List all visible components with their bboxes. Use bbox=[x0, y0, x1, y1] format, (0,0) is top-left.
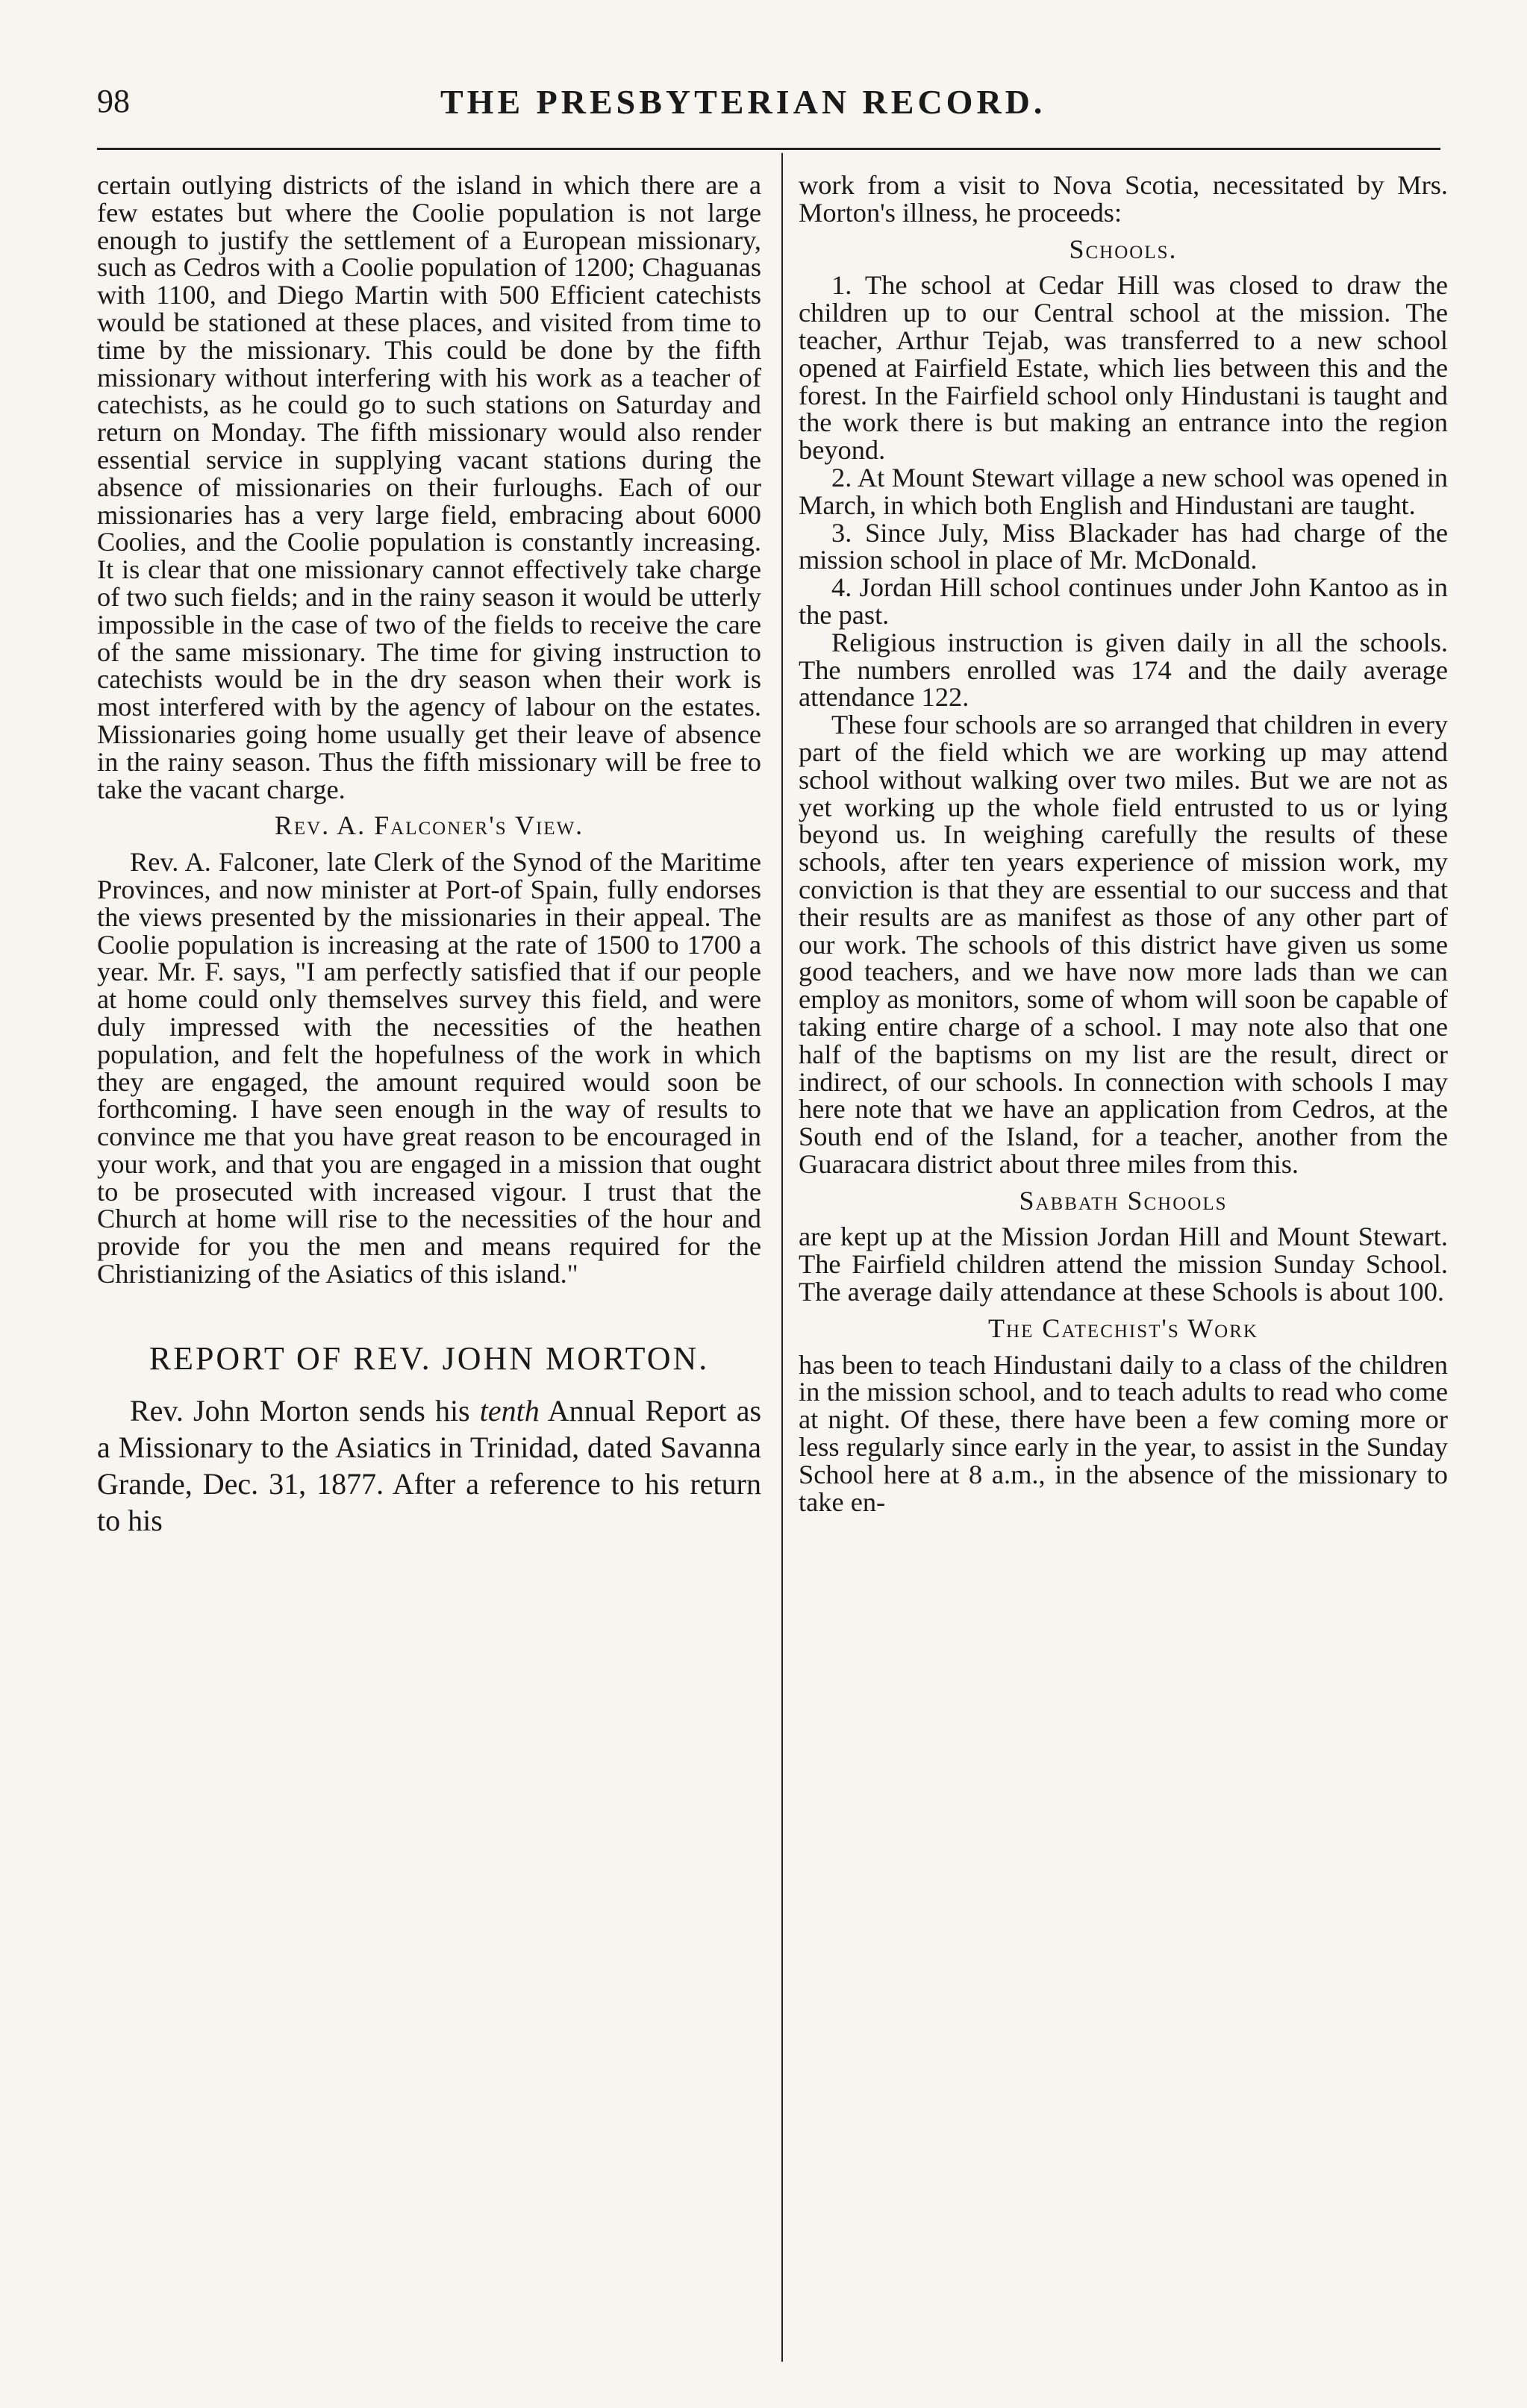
paragraph-report-intro bbox=[97, 1392, 761, 1539]
report-intro-text-b: Annual Report as a Missionary to the Asiatics in Trinidad, dated Savanna Grande, Dec. 31, 1877. After a reference to his return to his bbox=[97, 1393, 762, 1537]
right-column bbox=[799, 172, 1448, 1516]
paragraph-school-2: 2. At Mount Stewart village a new school was opened in March, in which both English and Hindustani are taught. bbox=[799, 462, 1448, 520]
heading-falconer-view: Rev. A. Falconer's View. bbox=[274, 810, 584, 841]
paragraph-religious-instruction: Religious instruction is given daily in all the schools. The numbers enrolled was 174 and the daily average attendance 122. bbox=[799, 627, 1448, 713]
heading-catechist-work: The Catechist's Work bbox=[988, 1313, 1258, 1343]
heading-schools: Schools. bbox=[1069, 234, 1178, 264]
report-intro-emphasis: tenth bbox=[479, 1393, 540, 1427]
page-header bbox=[97, 82, 1440, 134]
paragraph-sabbath-schools: are kept up at the Mission Jordan Hill and Mount Stewart. The Fairfield children attend the mission Sunday School. The average daily attendance at these Schools is about 100. bbox=[799, 1222, 1448, 1307]
left-column bbox=[97, 172, 761, 1539]
paragraph-school-4: 4. Jordan Hill school continues under John Kantoo as in the past. bbox=[799, 572, 1448, 630]
paragraph-school-1: 1. The school at Cedar Hill was closed to draw the children up to our Central school at the mission. The teacher, Arthur Tejab, was transferred to a new school opened at Fairfield Estate, which lies between this and the forest. In the Fairfield school only Hindustani is taught and the work there is but making an entrance into the region beyond. bbox=[799, 270, 1448, 466]
running-title: THE PRESBYTERIAN RECORD. bbox=[440, 83, 1046, 121]
heading-report-morton: REPORT OF REV. JOHN MORTON. bbox=[149, 1339, 710, 1377]
report-intro-text-a: Rev. John Morton sends his bbox=[130, 1393, 480, 1427]
paragraph-school-3: 3. Since July, Miss Blackader has had charge of the mission school in place of Mr. McDonald. bbox=[799, 517, 1448, 575]
paragraph-falconer: Rev. A. Falconer, late Clerk of the Synod of the Maritime Provinces, and now minister at Port-of Spain, fully endorses the views presented by the missionaries in their appeal. The Coolie population is increasing at the rate of 1500 to 1700 a year. Mr. F. says, "I am perfectly satisfied that if our people at home could only themselves survey this field, and were duly impressed with the necessities of the heathen population, and felt the hopefulness of the work in which they are engaged, the amount required would soon be forthcoming. I have seen enough in the way of results to convince me that you have great reason to be encouraged in your work, and that you are engaged in a mission that ought to be prosecuted with increased vigour. I trust that the Church at home will rise to the necessities of the hour and provide for you the men and means required for the Christianizing of the Asiatics of this island." bbox=[97, 847, 761, 1289]
header-rule bbox=[97, 148, 1440, 150]
paragraph-catechist-work: has been to teach Hindustani daily to a class of the children in the mission school, and to teach adults to read who come at night. Of these, there have been a few coming more or less regularly since early in the year, to assist in the Sunday School here at 8 a.m., in the absence of the missionary to take en- bbox=[799, 1349, 1448, 1517]
heading-sabbath-schools: Sabbath Schools bbox=[1019, 1185, 1228, 1216]
paragraph-four-schools: These four schools are so arranged that children in every part of the field which we are working up may attend school without walking over two miles. But we are not as yet working up the whole field entrusted to us or lying beyond us. In weighing carefully the results of these schools, after ten years experience of mission work, my conviction is that they are essential to our success and that their results are as manifest as those of any other part of our work. The schools of this district have given us some good teachers, and we have now more lads than we can employ as monitors, some of whom will soon be capable of taking entire charge of a school. I may note also that one half of the baptisms on my list are the result, direct or indirect, of our schools. In connection with schools I may here note that we have an application from Cedros, at the South end of the Island, for a teacher, another from the Guaracara district about three miles from this. bbox=[799, 710, 1448, 1179]
column-divider bbox=[781, 153, 783, 2362]
paragraph-outlying-districts: certain outlying districts of the island in which there are a few estates but where the Coolie population is not large enough to justify the settlement of a European missionary, such as Cedros with a Coolie population of 1200; Chaguanas with 1100, and Diego Martin with 500 Efficient catechists would be stationed at these places, and visited from time to time by the missionary. This could be done by the fifth missionary without interfering with his work as a teacher of catechists, as he could go to such stations on Saturday and return on Monday. The fifth missionary would also render essential service in supplying vacant stations during the absence of missionaries on their furloughs. Each of our missionaries has a very large field, embracing about 6000 Coolies, and the Coolie population is constantly increasing. It is clear that one missionary cannot effectively take charge of two such fields; and in the rainy season it would be utterly impossible in the case of two of the fields to receive the care of the same missionary. The time for giving instruction to catechists would be in the dry season when their work is most interfered with by the agency of labour on the estates. Missionaries going home usually get their leave of absence in the rainy season. Thus the fifth missionary will be free to take the vacant charge. bbox=[97, 170, 761, 804]
page-number: 98 bbox=[97, 83, 130, 119]
paragraph-proceeds: work from a visit to Nova Scotia, necessitated by Mrs. Morton's illness, he proceeds: bbox=[799, 170, 1448, 228]
